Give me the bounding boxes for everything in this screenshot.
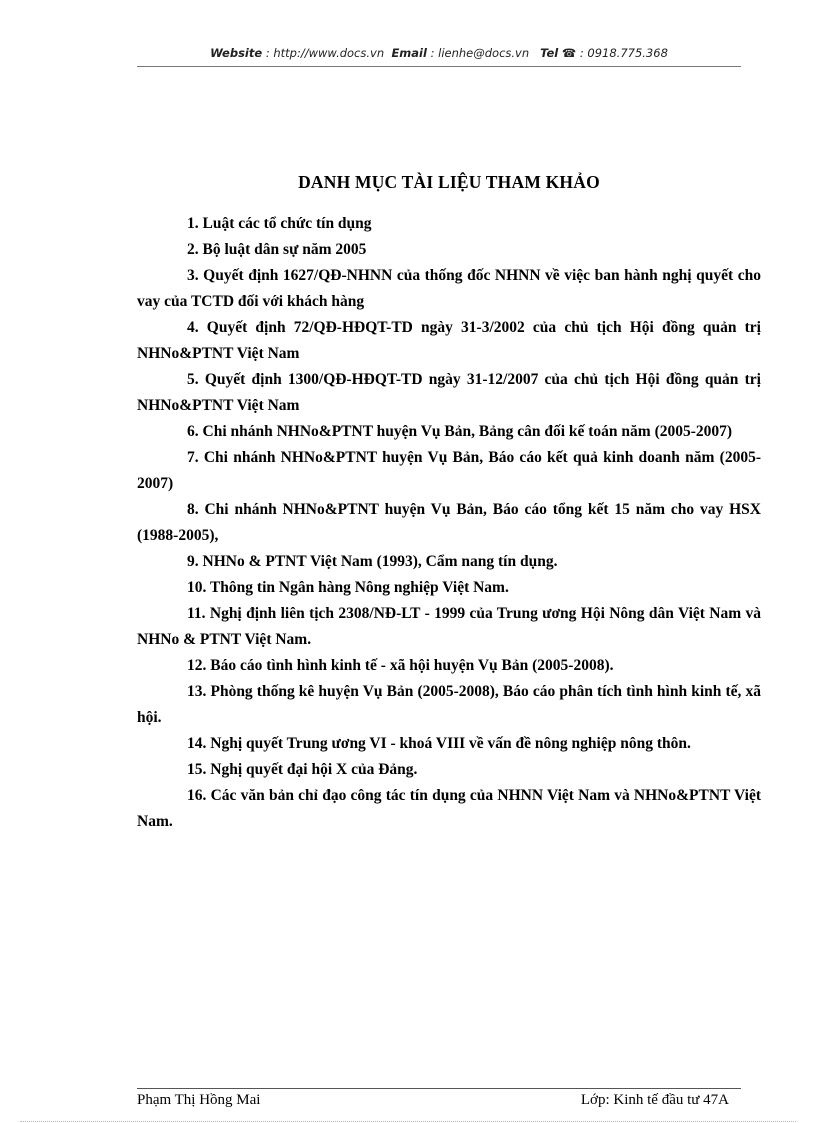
- tel-value: 0918.775.368: [587, 46, 668, 60]
- page-header: Website : http://www.docs.vn Email : lienhe@docs.vn Tel ☎ : 0918.775.368: [210, 46, 668, 60]
- reference-item: 16. Các văn bản chỉ đạo công tác tín dụng của NHNN Việt Nam và NHNo&PTNT Việt Nam.: [137, 787, 761, 830]
- reference-item: 7. Chi nhánh NHNo&PTNT huyện Vụ Bản, Báo cáo kết quả kinh doanh năm (2005-2007): [137, 449, 761, 492]
- footer-author: Phạm Thị Hồng Mai: [137, 1092, 261, 1108]
- reference-item: 9. NHNo & PTNT Việt Nam (1993), Cẩm nang tín dụng.: [187, 553, 558, 570]
- reference-item: 14. Nghị quyết Trung ương VI - khoá VIII về vấn đề nông nghiệp nông thôn.: [187, 735, 691, 752]
- phone-icon: ☎: [561, 46, 577, 60]
- reference-item: 15. Nghị quyết đại hội X của Đảng.: [187, 761, 418, 778]
- reference-list: [137, 211, 761, 835]
- reference-item: 13. Phòng thống kê huyện Vụ Bản (2005-2008), Báo cáo phân tích tình hình kinh tế, xã hội.: [137, 683, 761, 726]
- footer-class: Lớp: Kinh tế đầu tư 47A: [580, 1092, 729, 1108]
- email-link[interactable]: lienhe@docs.vn: [438, 46, 530, 60]
- page-title: DANH MỤC TÀI LIỆU THAM KHẢO: [298, 172, 600, 192]
- reference-item: 6. Chi nhánh NHNo&PTNT huyện Vụ Bản, Bảng cân đối kế toán năm (2005-2007): [187, 423, 733, 440]
- page-footer: [137, 1092, 729, 1109]
- reference-item: 1. Luật các tổ chức tín dụng: [187, 215, 372, 232]
- page-bottom-divider: [20, 1121, 796, 1122]
- email-label: Email: [391, 46, 427, 60]
- tel-label: Tel: [540, 46, 559, 60]
- reference-item: 11. Nghị định liên tịch 2308/NĐ-LT - 1999 của Trung ương Hội Nông dân Việt Nam và NHNo & PTNT Việt Nam.: [137, 605, 761, 648]
- footer-divider: [137, 1088, 741, 1089]
- reference-item: 2. Bộ luật dân sự năm 2005: [187, 241, 367, 258]
- reference-item: 3. Quyết định 1627/QĐ-NHNN của thống đốc NHNN về việc ban hành nghị quyết cho vay của TCTD đối với khách hàng: [137, 267, 761, 310]
- reference-item: 8. Chi nhánh NHNo&PTNT huyện Vụ Bản, Báo cáo tổng kết 15 năm cho vay HSX (1988-2005),: [137, 501, 761, 544]
- website-link[interactable]: http://www.docs.vn: [273, 46, 385, 60]
- reference-item: 12. Báo cáo tình hình kinh tế - xã hội huyện Vụ Bản (2005-2008).: [187, 657, 614, 674]
- reference-item: 10. Thông tin Ngân hàng Nông nghiệp Việt Nam.: [187, 579, 509, 596]
- header-divider: [137, 66, 741, 67]
- reference-item: 4. Quyết định 72/QĐ-HĐQT-TD ngày 31-3/2002 của chủ tịch Hội đồng quản trị NHNo&PTNT Việt Nam: [137, 319, 761, 362]
- website-label: Website: [210, 46, 263, 60]
- reference-item: 5. Quyết định 1300/QĐ-HĐQT-TD ngày 31-12/2007 của chủ tịch Hội đồng quản trị NHNo&PTNT Việt Nam: [137, 371, 761, 414]
